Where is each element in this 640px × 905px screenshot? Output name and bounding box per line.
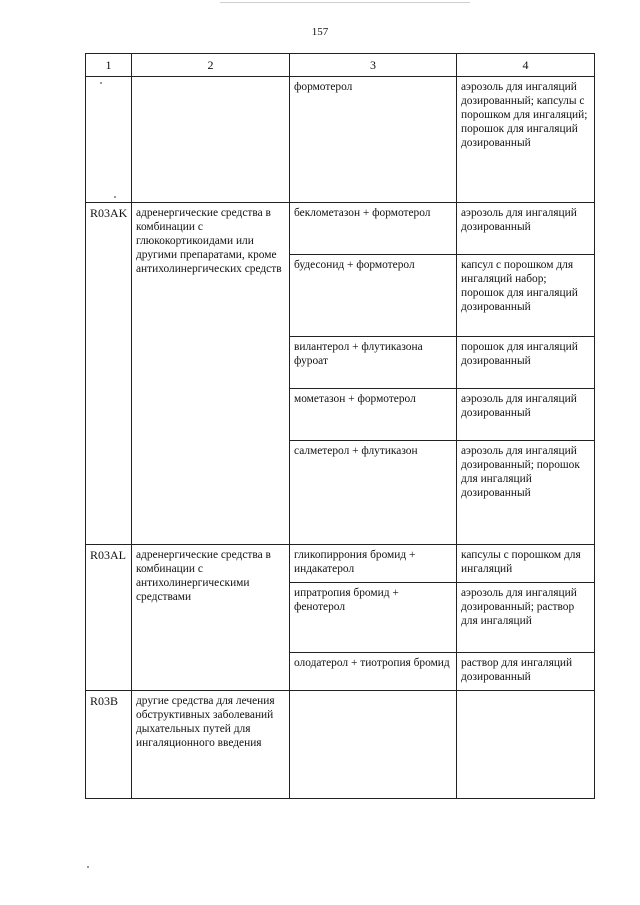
table-row — [86, 691, 595, 799]
form-cell: капсул с порошком для ингаляций набор; порошок для ингаляций дозированный — [457, 255, 595, 337]
drug-cell: будесонид + формотерол — [290, 255, 457, 337]
scan-artifact-line — [220, 2, 470, 3]
table-row — [86, 77, 595, 203]
drug-cell: салметерол + флутиказон — [290, 441, 457, 545]
form-cell: капсулы с порошком для ингаляций — [457, 545, 595, 583]
form-cell: аэрозоль для ингаляций дозированный; порошок для ингаляций дозированный — [457, 441, 595, 545]
drug-cell: формотерол — [290, 77, 457, 203]
table-row — [86, 545, 595, 583]
group-cell — [132, 77, 290, 203]
form-cell: порошок для ингаляций дозированный — [457, 337, 595, 389]
form-cell: раствор для ингаляций дозированный — [457, 653, 595, 691]
column-header-3: 3 — [290, 54, 457, 77]
group-cell: другие средства для лечения обструктивных заболеваний дыхательных путей для ингаляционного введения — [132, 691, 290, 799]
form-cell: аэрозоль для ингаляций дозированный — [457, 389, 595, 441]
drug-cell: гликопиррония бромид + индакатерол — [290, 545, 457, 583]
drug-cell: олодатерол + тиотропия бромид — [290, 653, 457, 691]
drug-cell: беклометазон + формотерол — [290, 203, 457, 255]
column-header-2: 2 — [132, 54, 290, 77]
medication-table — [85, 53, 595, 799]
drug-cell — [290, 691, 457, 799]
form-cell: аэрозоль для ингаляций дозированный; раствор для ингаляций — [457, 583, 595, 653]
code-cell: R03AL — [86, 545, 132, 691]
column-header-1: 1 — [86, 54, 132, 77]
code-cell — [86, 77, 132, 203]
scan-speck — [87, 866, 89, 868]
drug-cell: ипратропия бромид + фенотерол — [290, 583, 457, 653]
form-cell: аэрозоль для ингаляций дозированный — [457, 203, 595, 255]
page-number: 157 — [311, 26, 329, 38]
form-cell: аэрозоль для ингаляций дозированный; капсулы с порошком для ингаляций; порошок для ингаляций дозированный — [457, 77, 595, 203]
code-cell: R03B — [86, 691, 132, 799]
group-cell: адренергические средства в комбинации с антихолинергическими средствами — [132, 545, 290, 691]
drug-cell: вилантерол + флутиказона фуроат — [290, 337, 457, 389]
form-cell — [457, 691, 595, 799]
column-header-4: 4 — [457, 54, 595, 77]
table-row — [86, 203, 595, 255]
group-cell: адренергические средства в комбинации с глюкокортикоидами или другими препаратами, кроме антихолинергических средств — [132, 203, 290, 545]
code-cell: R03AK — [86, 203, 132, 545]
drug-cell: мометазон + формотерол — [290, 389, 457, 441]
header-row — [86, 54, 595, 77]
